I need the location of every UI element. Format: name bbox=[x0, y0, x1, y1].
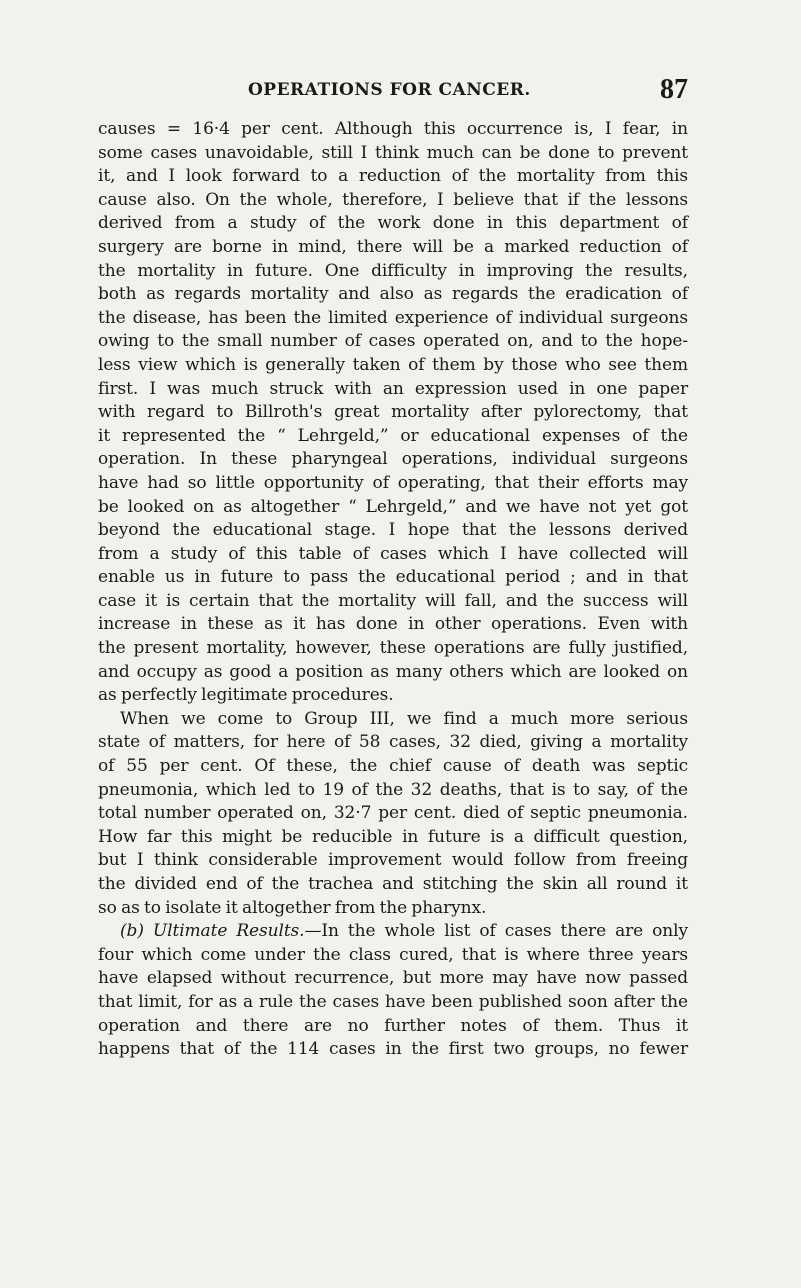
text-line: the divided end of the trachea and stitching the skin all round it bbox=[98, 874, 688, 894]
text-line: How far this might be reducible in future is a difficult question, bbox=[98, 826, 688, 847]
text-line: state of matters, for here of 58 cases, 32 died, giving a mortality bbox=[98, 732, 688, 753]
text-line: have elapsed without recurrence, but more may have now passed bbox=[98, 968, 688, 989]
running-title: OPERATIONS FOR CANCER. bbox=[248, 80, 531, 100]
text-line: surgery are borne in mind, there will be a marked reduction of bbox=[98, 236, 688, 257]
text-line: beyond the educational stage. I hope that the lessons derived bbox=[98, 520, 688, 541]
text-line: so as to isolate it altogether from the pharynx. bbox=[98, 897, 487, 918]
text-line: pneumonia, which led to 19 of the 32 deaths, that is to say, of the bbox=[98, 779, 688, 800]
text-line: causes = 16·4 per cent. Although this occurrence is, I fear, in bbox=[98, 119, 688, 139]
running-head bbox=[98, 76, 688, 106]
text-line: with regard to Billroth's great mortality after pylorectomy, that bbox=[98, 402, 688, 423]
text-line: four which come under the class cured, that is where three years bbox=[98, 944, 688, 965]
text-line: first. I was much struck with an expression used in one paper bbox=[98, 378, 688, 399]
text-line: as perfectly legitimate procedures. bbox=[98, 685, 394, 706]
text-line: from a study of this table of cases which I have collected will bbox=[98, 543, 688, 564]
text-line: case it is certain that the mortality will fall, and the success will bbox=[98, 590, 688, 611]
text-line: owing to the small number of cases operated on, and to the hope- bbox=[98, 331, 688, 352]
text-line: but I think considerable improvement would follow from freeing bbox=[98, 850, 688, 871]
text-line: it represented the “ Lehrgeld,” or educational expenses of the bbox=[98, 425, 688, 446]
text-line: increase in these as it has done in other operations. Even with bbox=[98, 614, 688, 635]
text-line: cause also. On the whole, therefore, I believe that if the lessons bbox=[98, 189, 688, 210]
text-line: enable us in future to pass the educational period ; and in that bbox=[98, 567, 688, 588]
subheading-rest: —In the whole list of cases there are only bbox=[304, 921, 688, 942]
subheading-line bbox=[98, 920, 688, 944]
text-line: operation. In these pharyngeal operations, individual surgeons bbox=[98, 449, 688, 470]
text-line: both as regards mortality and also as regards the eradication of bbox=[98, 284, 688, 305]
text-line: the disease, has been the limited experience of individual surgeons bbox=[98, 307, 688, 328]
text-line: some cases unavoidable, still I think much can be done to prevent bbox=[98, 142, 688, 163]
text-line: have had so little opportunity of operating, that their efforts may bbox=[98, 472, 688, 493]
text-line: When we come to Group III, we find a much more serious bbox=[120, 708, 688, 729]
text-line: be looked on as altogether “ Lehrgeld,” and we have not yet got bbox=[98, 496, 688, 517]
subheading-label: (b) Ultimate Results. bbox=[120, 921, 305, 942]
text-line: derived from a study of the work done in this department of bbox=[98, 213, 688, 234]
text-line: less view which is generally taken of them by those who see them bbox=[98, 354, 688, 375]
text-line: happens that of the 114 cases in the first two groups, no fewer bbox=[98, 1039, 688, 1060]
page-number: 87 bbox=[660, 74, 688, 105]
text-line: it, and I look forward to a reduction of the mortality from this bbox=[98, 166, 688, 187]
text-line: that limit, for as a rule the cases have been published soon after the bbox=[98, 991, 688, 1012]
text-line: and occupy as good a position as many others which are looked on bbox=[98, 661, 688, 682]
text-line: operation and there are no further notes of them. Thus it bbox=[98, 1015, 688, 1036]
body-text bbox=[98, 118, 688, 1062]
text-line: the mortality in future. One difficulty in improving the results, bbox=[98, 260, 688, 281]
text-line: of 55 per cent. Of these, the chief cause of death was septic bbox=[98, 756, 688, 777]
text-line: total number operated on, 32·7 per cent. died of septic pneumonia. bbox=[98, 803, 688, 824]
text-line: the present mortality, however, these operations are fully justified, bbox=[98, 638, 688, 659]
